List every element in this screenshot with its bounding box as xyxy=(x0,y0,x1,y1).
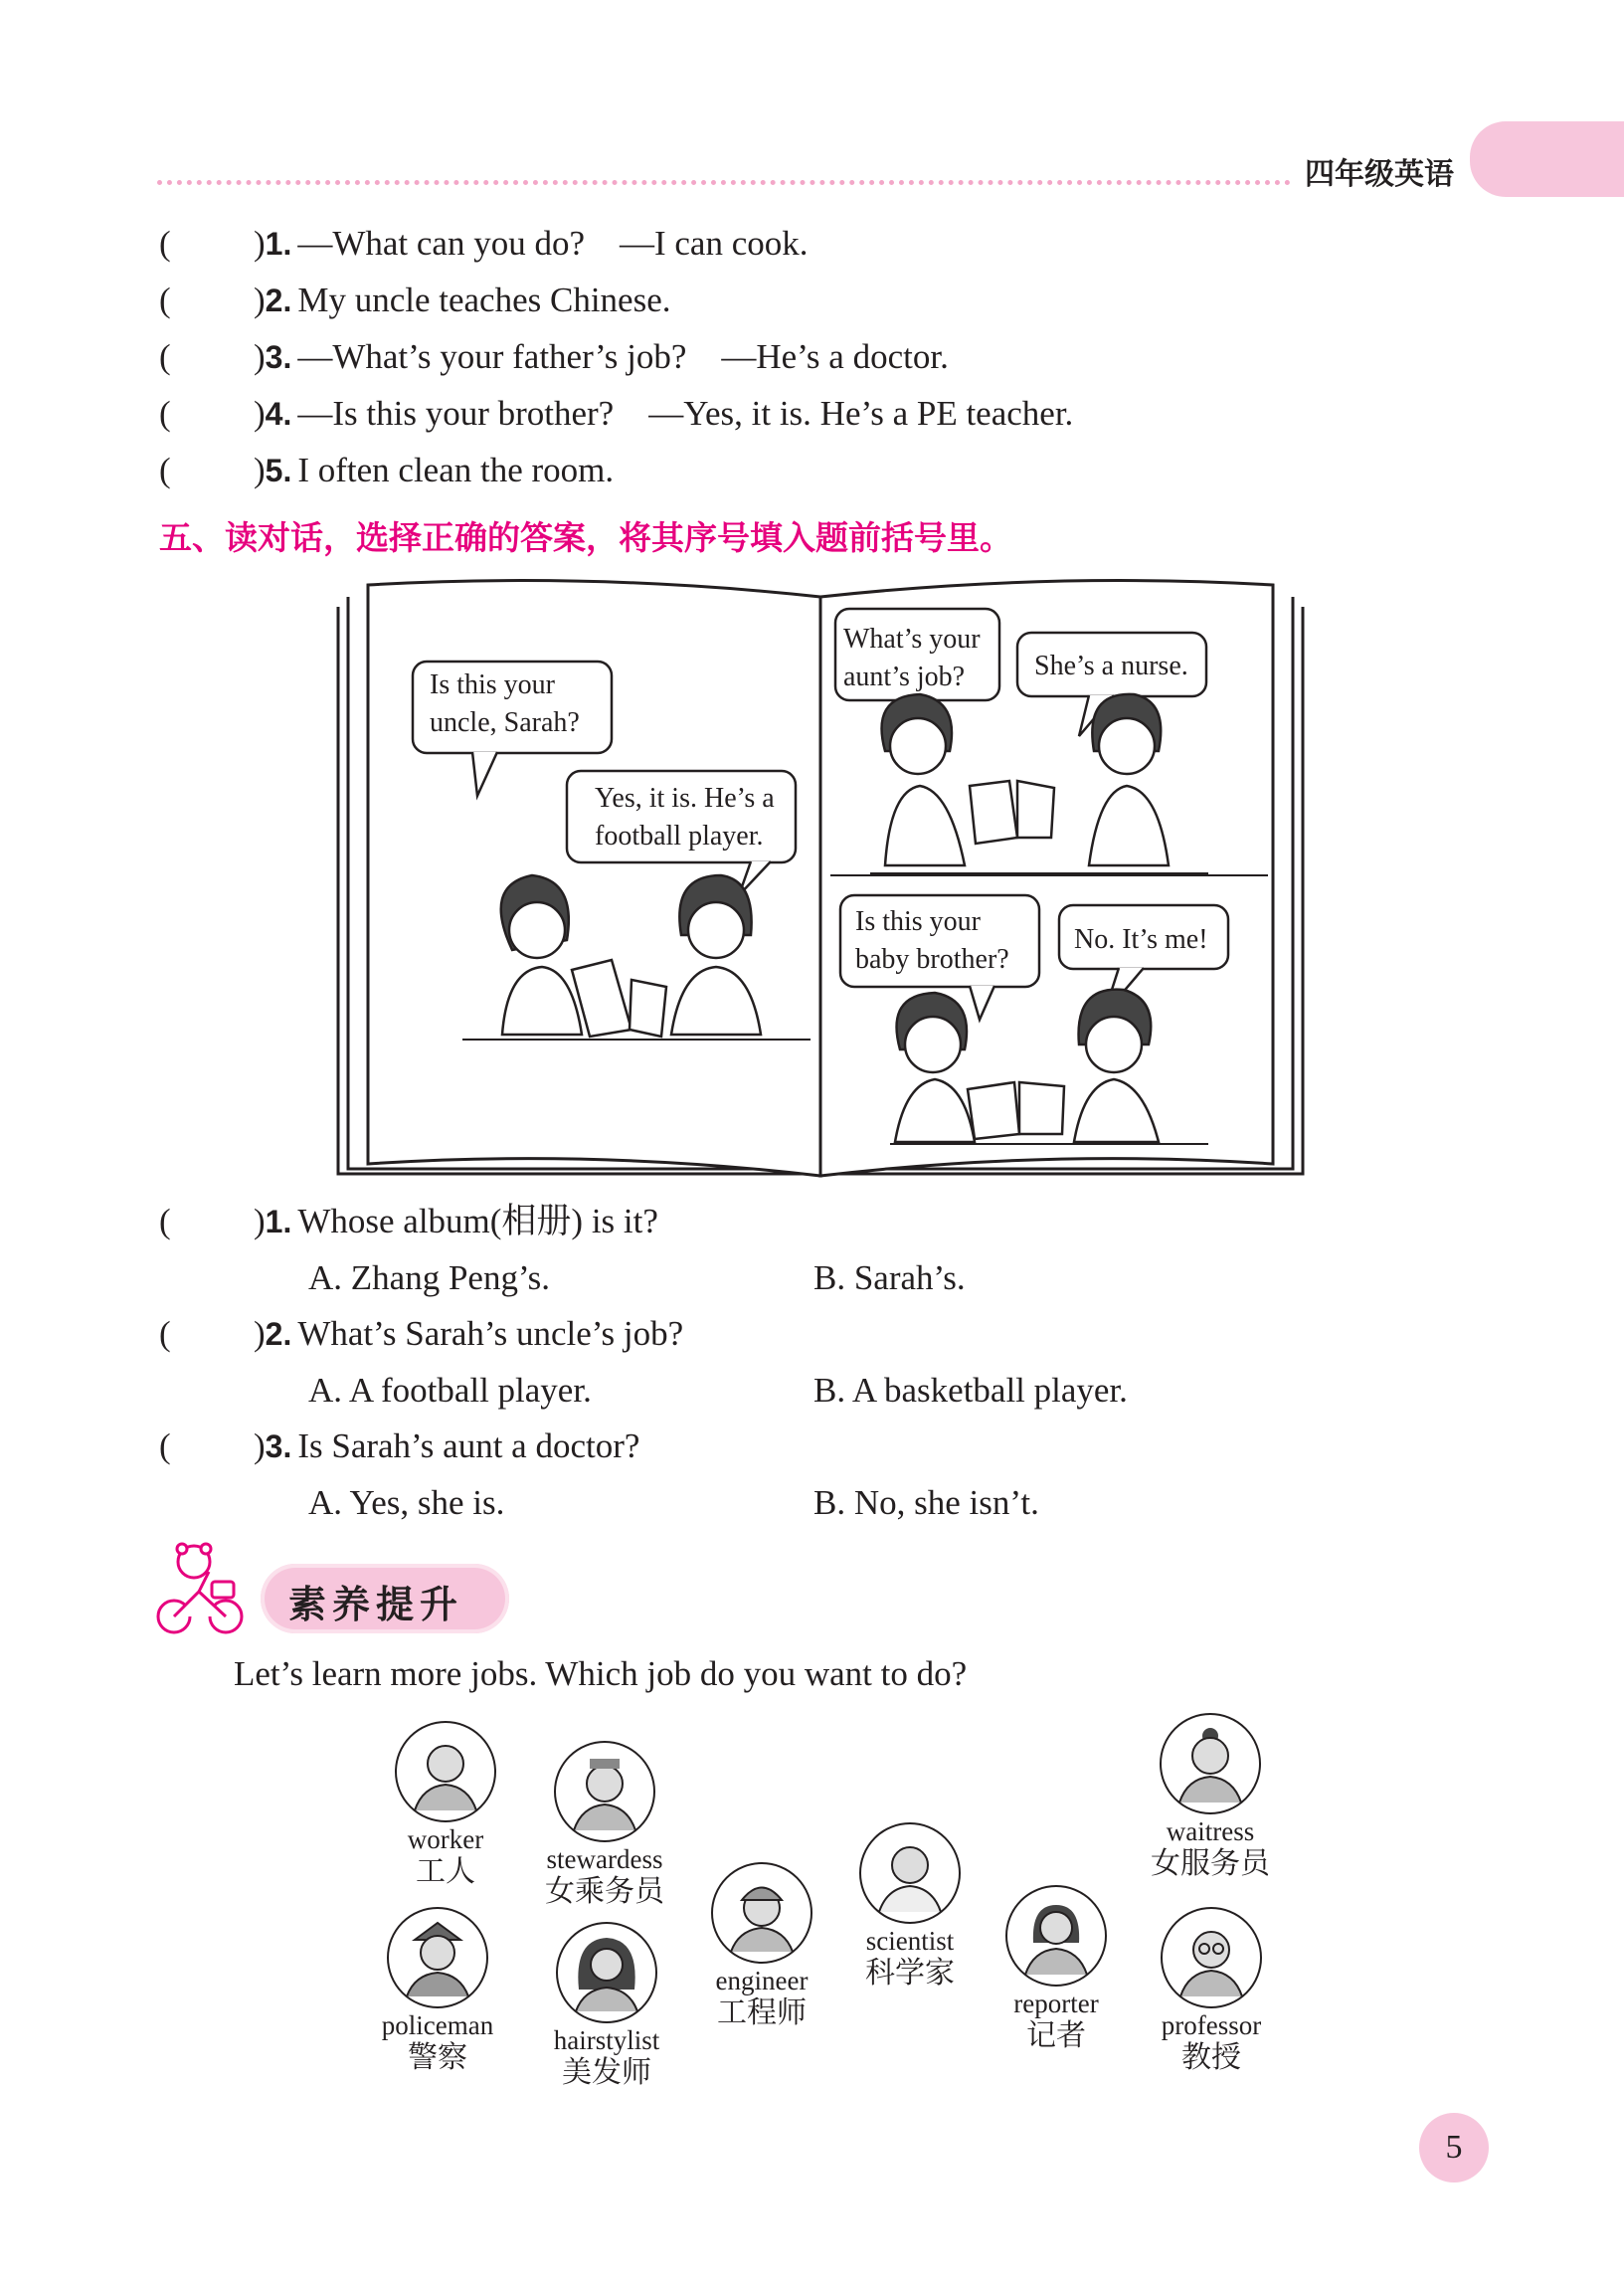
part4-item-4: ( )4. —Is this your brother? —Yes, it is. He’s a PE teacher. xyxy=(159,391,1073,437)
part4-item-5: ( )5. I often clean the room. xyxy=(159,448,614,493)
literacy-title: 素养提升 xyxy=(288,1583,464,1626)
answer-paren-5[interactable]: ( xyxy=(159,451,171,489)
bubble-1-line-2: uncle, Sarah? xyxy=(430,707,580,738)
literacy-intro: Let’s learn more jobs. Which job do you want to do? xyxy=(234,1654,968,1693)
option-b: B. No, she isn’t. xyxy=(813,1483,1039,1522)
option-b: B. Sarah’s. xyxy=(813,1258,966,1297)
job-worker: worker 工人 xyxy=(386,1719,505,1890)
bubble-4-line-1: She’s a nurse. xyxy=(1034,651,1188,681)
answer-paren-p5-2[interactable]: ( xyxy=(159,1314,171,1353)
professor-icon xyxy=(1159,1905,1264,2010)
bubble-3-line-2: aunt’s job? xyxy=(843,662,966,692)
engineer-icon xyxy=(709,1860,814,1966)
answer-paren-p5-1[interactable]: ( xyxy=(159,1202,171,1240)
part4-item-2: ( )2. My uncle teaches Chinese. xyxy=(159,278,671,323)
stewardess-icon xyxy=(552,1739,657,1844)
option-a: A. A football player. xyxy=(308,1371,592,1410)
policeman-icon xyxy=(385,1905,490,2010)
part4-item-3: ( )3. —What’s your father’s job? —He’s a doctor. xyxy=(159,334,949,380)
bubble-3-line-1: What’s your xyxy=(843,624,981,655)
job-professor: professor 教授 xyxy=(1142,1905,1281,2076)
bubble-2-line-1: Yes, it is. He’s a xyxy=(595,783,775,814)
option-a: A. Yes, she is. xyxy=(308,1483,505,1522)
worker-icon xyxy=(393,1719,498,1824)
header-dotted-rule xyxy=(157,180,1291,185)
part4-item-1: ( )1. —What can you do? —I can cook. xyxy=(159,221,809,267)
header-tab xyxy=(1470,121,1624,197)
bear-bicycle-icon xyxy=(154,1537,244,1636)
hairstylist-icon xyxy=(554,1920,659,2025)
job-waitress: waitress 女服务员 xyxy=(1146,1711,1275,1882)
scientist-icon xyxy=(857,1820,963,1926)
answer-paren-2[interactable]: ( xyxy=(159,281,171,319)
bubble-5-line-1: Is this your xyxy=(855,906,981,937)
job-policeman: policeman 警察 xyxy=(368,1905,507,2076)
answer-paren-4[interactable]: ( xyxy=(159,394,171,433)
bubble-5-line-2: baby brother? xyxy=(855,944,1009,975)
part5-question-3: ( )3. Is Sarah’s aunt a doctor? xyxy=(159,1423,639,1469)
header-title: 四年级英语 xyxy=(1305,157,1454,192)
bubble-2-line-2: football player. xyxy=(595,821,764,852)
page-number: 5 xyxy=(1419,2113,1489,2182)
option-b: B. A basketball player. xyxy=(813,1371,1128,1410)
reporter-icon xyxy=(1003,1883,1109,1989)
answer-paren-1[interactable]: ( xyxy=(159,224,171,263)
job-engineer: engineer 工程师 xyxy=(702,1860,821,2031)
answer-paren-3[interactable]: ( xyxy=(159,337,171,376)
job-reporter: reporter 记者 xyxy=(996,1883,1116,2054)
job-scientist: scientist 科学家 xyxy=(845,1820,975,1992)
job-stewardess: stewardess 女乘务员 xyxy=(535,1739,674,1910)
bubble-6-line-1: No. It’s me! xyxy=(1074,924,1208,955)
part5-question-1: ( )1. Whose album(相册) is it? xyxy=(159,1199,658,1244)
part5-question-2: ( )2. What’s Sarah’s uncle’s job? xyxy=(159,1311,683,1357)
answer-paren-p5-3[interactable]: ( xyxy=(159,1426,171,1465)
waitress-icon xyxy=(1158,1711,1263,1816)
job-hairstylist: hairstylist 美发师 xyxy=(537,1920,676,2091)
bubble-1-line-1: Is this your xyxy=(430,669,555,700)
option-a: A. Zhang Peng’s. xyxy=(308,1258,551,1297)
section-title-part5: 五、读对话，选择正确的答案，将其序号填入题前括号里。 xyxy=(159,518,1012,557)
